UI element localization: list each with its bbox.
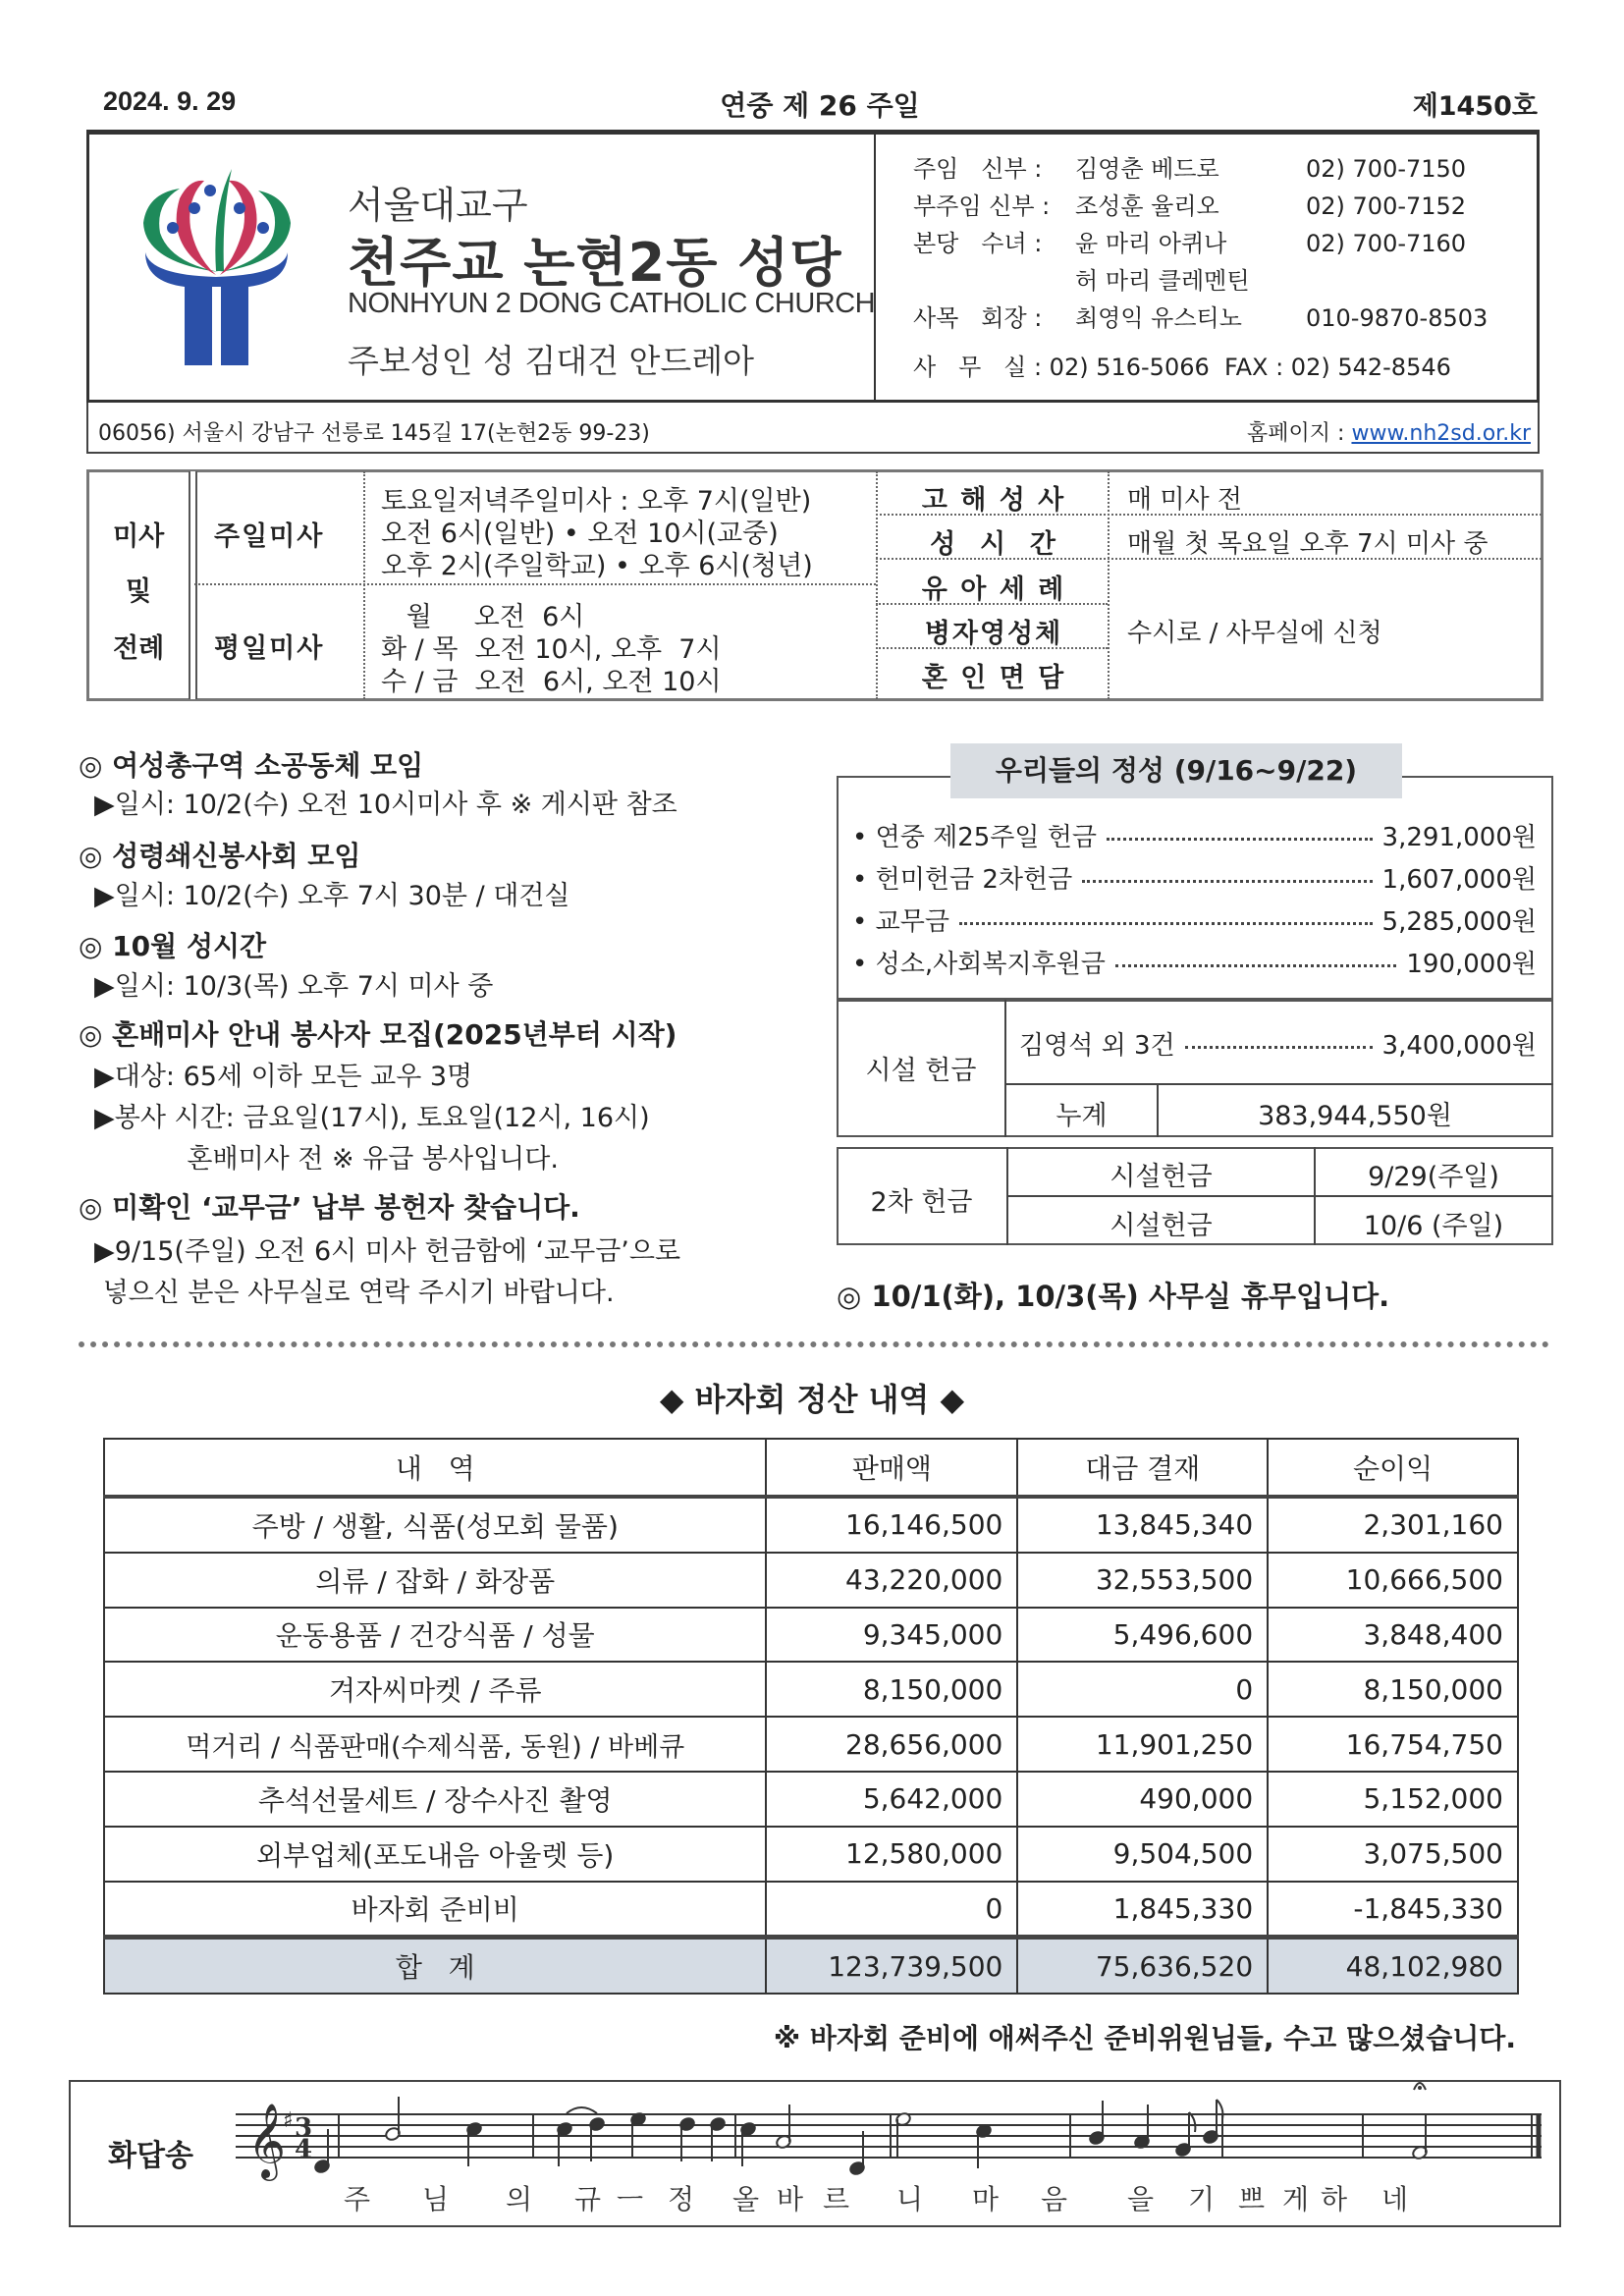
- sales-cell: 8,150,000: [766, 1662, 1017, 1717]
- profit-cell: 3,075,500: [1268, 1827, 1518, 1882]
- bulletin-date: 2024. 9. 29: [103, 86, 237, 116]
- weekday-mass-line: 월 오전 6시: [381, 602, 585, 632]
- staff-role: 주임 신부 :: [913, 155, 1043, 183]
- mass-section-label: 및: [126, 576, 152, 607]
- notice-line: 넣으신 분은 사무실로 연락 주시기 바랍니다.: [94, 1278, 615, 1308]
- leader-dots: [1115, 964, 1396, 967]
- sacrament-value: 수시로 / 사무실에 신청: [1127, 619, 1382, 648]
- sales-cell: 12,580,000: [766, 1827, 1017, 1882]
- column-header: 판매액: [766, 1439, 1017, 1497]
- notice-line: 혼배미사 전 ※ 유급 봉사입니다.: [94, 1144, 559, 1175]
- offering-row: [852, 859, 1537, 896]
- sunday-mass-line: 오후 2시(주일학교) • 오후 6시(청년): [381, 551, 813, 581]
- sacrament-value: 매 미사 전: [1127, 485, 1242, 515]
- table-row: [104, 1882, 1518, 1938]
- sales-cell: 16,146,500: [766, 1497, 1017, 1553]
- leader-dots: [1082, 880, 1372, 883]
- table-row: [104, 1772, 1518, 1827]
- staff-name: 허 마리 클레멘틴: [1075, 267, 1250, 295]
- leader-dots: [959, 922, 1373, 925]
- notice-title: ◎ 미확인 ‘교무금’ 납부 봉헌자 찾습니다.: [79, 1191, 580, 1224]
- lyric-syllable: 올: [732, 2183, 760, 2215]
- office-contact: 사 무 실 : 02) 516-5066 FAX : 02) 542-8546: [913, 354, 1451, 381]
- bazaar-table: [103, 1438, 1519, 1995]
- total-payment: 75,636,520: [1017, 1938, 1268, 1994]
- notice-line: ▶일시: 10/2(수) 오후 7시 30분 / 대건실: [94, 881, 570, 911]
- diocese-name: 서울대교구: [348, 184, 528, 227]
- notice-line: ▶대상: 65세 이하 모든 교우 3명: [94, 1062, 473, 1092]
- notice-title: ◎ 10월 성시간: [79, 930, 267, 962]
- notice-title: ◎ 혼배미사 안내 봉사자 모집(2025년부터 시작): [79, 1018, 677, 1051]
- lyric-syllable: 마: [972, 2183, 1000, 2215]
- table-row: [104, 1497, 1518, 1553]
- item-cell: 의류 / 잡화 / 화장품: [104, 1553, 766, 1608]
- sales-cell: 0: [766, 1882, 1017, 1938]
- lyric-syllable: 을: [1127, 2183, 1155, 2215]
- item-cell: 운동용품 / 건강식품 / 성물: [104, 1608, 766, 1663]
- slur: [567, 2107, 597, 2113]
- notice-title: ◎ 여성총구역 소공동체 모임: [79, 749, 424, 782]
- profit-cell: -1,845,330: [1268, 1882, 1518, 1938]
- cumulative-label: 누계: [1056, 1101, 1108, 1131]
- profit-cell: 10,666,500: [1268, 1553, 1518, 1608]
- staff-row: [913, 187, 1466, 221]
- second-collection-date: 10/6 (주일): [1363, 1211, 1504, 1241]
- sacrament-label: 병자영성체: [924, 619, 1063, 649]
- total-label: 합 계: [104, 1938, 766, 1994]
- staff-phone: 02) 700-7160: [1306, 230, 1467, 257]
- staff-phone: 010-9870-8503: [1306, 304, 1489, 332]
- item-cell: 주방 / 생활, 식품(성모회 물품): [104, 1497, 766, 1553]
- staff-phone: 02) 700-7152: [1306, 192, 1467, 220]
- lyric-syllable: 주: [344, 2183, 371, 2215]
- weekday-mass-line: 화 / 목 오전 10시, 오후 7시: [381, 634, 722, 665]
- sales-cell: 28,656,000: [766, 1717, 1017, 1772]
- divider: [194, 583, 876, 585]
- office-closed-notice: ◎ 10/1(화), 10/3(목) 사무실 휴무입니다.: [837, 1280, 1390, 1313]
- notice-line: ▶일시: 10/2(수) 오전 10시미사 후 ※ 게시판 참조: [94, 790, 677, 820]
- offering-amount: 190,000원: [1406, 950, 1537, 979]
- time-sig-bottom: 4: [295, 2135, 313, 2164]
- sales-cell: 5,642,000: [766, 1772, 1017, 1827]
- sunday-mass-label: 주일미사: [214, 521, 325, 552]
- treble-clef-icon: [247, 2103, 286, 2181]
- dotted-separator: [79, 1341, 1549, 1347]
- leader-dots: [1185, 1046, 1373, 1049]
- staff-row: [913, 224, 1466, 258]
- table-row: [104, 1717, 1518, 1772]
- divider: [189, 471, 197, 699]
- psalm-label: 화답송: [108, 2139, 193, 2173]
- offerings-title: 우리들의 정성 (9/16~9/22): [950, 743, 1402, 798]
- divider: [1006, 1195, 1553, 1197]
- church-logo: [126, 169, 307, 365]
- lyric-syllable: 의: [506, 2183, 533, 2215]
- profit-cell: 8,150,000: [1268, 1662, 1518, 1717]
- sacrament-label: 성 시 간: [930, 529, 1057, 560]
- offering-label: • 헌미헌금 2차헌금: [852, 865, 1073, 895]
- payment-cell: 5,496,600: [1017, 1608, 1268, 1663]
- sacrament-label: 유 아 세 례: [921, 574, 1066, 605]
- column-header: 내 역: [104, 1439, 766, 1497]
- payment-cell: 11,901,250: [1017, 1717, 1268, 1772]
- bazaar-title: ◆ 바자회 정산 내역 ◆: [659, 1381, 965, 1418]
- lyric-syllable: 하: [1321, 2183, 1348, 2215]
- total-profit: 48,102,980: [1268, 1938, 1518, 1994]
- notice-line: ▶9/15(주일) 오전 6시 미사 헌금함에 ‘교무금’으로: [94, 1236, 681, 1267]
- column-header: 순이익: [1268, 1439, 1518, 1497]
- offering-row: [852, 944, 1537, 980]
- second-collection-name: 시설헌금: [1110, 1211, 1213, 1241]
- divider: [1004, 1083, 1553, 1085]
- staff-name: 조성훈 율리오: [1075, 192, 1219, 220]
- profit-cell: 2,301,160: [1268, 1497, 1518, 1553]
- staff-row: [913, 299, 1488, 333]
- issue-number: 제1450호: [1412, 91, 1538, 122]
- sales-cell: 9,345,000: [766, 1608, 1017, 1663]
- notice-line: ▶일시: 10/3(목) 오후 7시 미사 중: [94, 971, 494, 1002]
- facility-amount: 3,400,000원: [1381, 1031, 1537, 1061]
- staff-row: [913, 261, 1306, 296]
- item-cell: 추석선물세트 / 장수사진 촬영: [104, 1772, 766, 1827]
- lyric-syllable: 니: [896, 2183, 924, 2215]
- payment-cell: 490,000: [1017, 1772, 1268, 1827]
- church-name-korean: 천주교 논현2동 성당: [348, 232, 842, 294]
- lyric-syllable: 바: [777, 2183, 804, 2215]
- second-collection-date: 9/29(주일): [1368, 1162, 1499, 1192]
- sunday-mass-line: 토요일저녁주일미사 : 오후 7시(일반): [381, 486, 812, 517]
- weekday-mass-line: 수 / 금 오전 6시, 오전 10시: [381, 667, 722, 697]
- church-address: 06056) 서울시 강남구 선릉로 145길 17(논현2동 99-23): [98, 421, 650, 446]
- liturgical-week: 연중 제 26 주일: [720, 89, 920, 122]
- table-row: [104, 1662, 1518, 1717]
- payment-cell: 1,845,330: [1017, 1882, 1268, 1938]
- patron-saint: 주보성인 성 김대건 안드레아: [348, 342, 755, 380]
- staff-role: 본당 수녀 :: [913, 230, 1043, 257]
- profit-cell: 3,848,400: [1268, 1608, 1518, 1663]
- homepage: [1247, 416, 1531, 447]
- profit-cell: 5,152,000: [1268, 1772, 1518, 1827]
- offering-row: [852, 817, 1537, 853]
- payment-cell: 13,845,340: [1017, 1497, 1268, 1553]
- mass-schedule-box: [86, 469, 1543, 701]
- lyric-syllable: 네: [1381, 2183, 1409, 2215]
- offering-amount: 5,285,000원: [1381, 907, 1537, 937]
- offering-label: • 교무금: [852, 907, 949, 937]
- music-staff: [236, 2080, 1551, 2188]
- weekday-mass-label: 평일미사: [214, 633, 325, 664]
- sales-cell: 43,220,000: [766, 1553, 1017, 1608]
- staff-name: 최영익 유스티노: [1075, 304, 1242, 332]
- lyric-syllable: 음: [1041, 2183, 1068, 2215]
- table-row: [104, 1827, 1518, 1882]
- payment-cell: 0: [1017, 1662, 1268, 1717]
- item-cell: 외부업체(포도내음 아울렛 등): [104, 1827, 766, 1882]
- divider: [363, 471, 365, 699]
- profit-cell: 16,754,750: [1268, 1717, 1518, 1772]
- table-total-row: [104, 1938, 1518, 1994]
- staff-row: [913, 149, 1466, 184]
- facility-label: 시설 헌금: [865, 1056, 977, 1086]
- staff-phone: 02) 700-7150: [1306, 155, 1467, 183]
- second-collection-label: 2차 헌금: [870, 1187, 973, 1218]
- bazaar-thanks: ※ 바자회 준비에 애써주신 준비위원님들, 수고 많으셨습니다.: [773, 2022, 1516, 2054]
- leader-dots: [1107, 838, 1373, 841]
- sacrament-value: 매월 첫 목요일 오후 7시 미사 중: [1127, 529, 1489, 559]
- divider: [876, 471, 878, 699]
- sacrament-label: 고 해 성 사: [921, 485, 1066, 516]
- lyric-syllable: 쁘: [1238, 2183, 1266, 2215]
- table-header-row: [104, 1439, 1518, 1497]
- sharp-icon: ♯: [283, 2108, 294, 2133]
- homepage-link[interactable]: www.nh2sd.or.kr: [1351, 421, 1531, 446]
- staff-name: 윤 마리 아퀴나: [1075, 230, 1227, 257]
- lyric-syllable: 게: [1282, 2183, 1310, 2215]
- mass-section-label: 미사: [113, 521, 165, 552]
- table-row: [104, 1608, 1518, 1663]
- item-cell: 먹거리 / 식품판매(수제식품, 동원) / 바베큐: [104, 1717, 766, 1772]
- offering-amount: 3,291,000원: [1381, 823, 1537, 852]
- church-name-english: NONHYUN 2 DONG CATHOLIC CHURCH: [348, 288, 876, 319]
- total-sales: 123,739,500: [766, 1938, 1017, 1994]
- staff-name: 김영춘 베드로: [1075, 155, 1219, 183]
- notice-line: ▶봉사 시간: 금요일(17시), 토요일(12시, 16시): [94, 1103, 650, 1133]
- notice-title: ◎ 성령쇄신봉사회 모임: [79, 840, 361, 872]
- lyric-syllable: 기: [1188, 2183, 1216, 2215]
- staff-role: 부주임 신부 :: [913, 192, 1051, 220]
- staff-role: 사목 회장 :: [913, 304, 1043, 332]
- lyric-syllable: 정: [668, 2183, 695, 2215]
- lyric-syllable: 님: [422, 2183, 450, 2215]
- payment-cell: 9,504,500: [1017, 1827, 1268, 1882]
- svg-text:𝄞: 𝄞: [247, 2103, 287, 2178]
- item-cell: 겨자씨마켓 / 주류: [104, 1662, 766, 1717]
- offering-amount: 1,607,000원: [1381, 865, 1537, 895]
- mass-section-label: 전례: [113, 633, 165, 664]
- lyric-syllable: 규: [574, 2183, 602, 2215]
- second-collection-name: 시설헌금: [1110, 1162, 1213, 1192]
- item-cell: 바자회 준비비: [104, 1882, 766, 1938]
- facility-item: 김영석 외 3건: [1019, 1031, 1175, 1061]
- offering-label: • 성소,사회복지후원금: [852, 950, 1106, 979]
- homepage-label: 홈페이지 :: [1247, 421, 1352, 446]
- payment-cell: 32,553,500: [1017, 1553, 1268, 1608]
- sacrament-label: 혼 인 면 담: [921, 663, 1066, 693]
- time-sig-top: 3: [295, 2113, 313, 2143]
- offering-label: • 연중 제25주일 헌금: [852, 823, 1098, 852]
- facility-row: [1019, 1025, 1537, 1062]
- offering-row: [852, 902, 1537, 938]
- divider: [1108, 471, 1110, 699]
- lyric-syllable: ㅡ: [617, 2183, 644, 2215]
- sunday-mass-line: 오전 6시(일반) • 오전 10시(교중): [381, 519, 779, 549]
- cumulative-amount: 383,944,550원: [1258, 1101, 1452, 1131]
- lyric-syllable: 르: [823, 2183, 850, 2215]
- header-divider: [874, 130, 876, 403]
- table-row: [104, 1553, 1518, 1608]
- column-header: 대금 결재: [1017, 1439, 1268, 1497]
